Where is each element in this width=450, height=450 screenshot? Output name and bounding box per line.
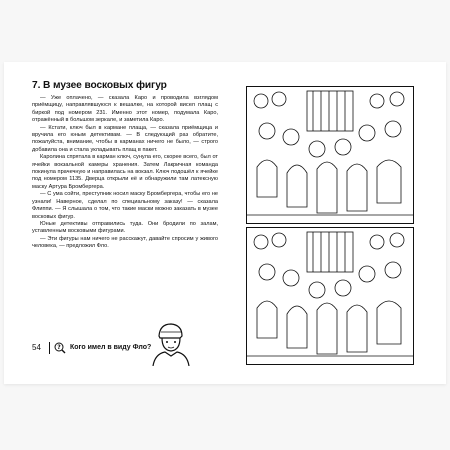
crowd-scene-drawing (247, 228, 413, 364)
footer-divider (49, 342, 50, 354)
footer-question: Кого имел в виду Фло? (70, 344, 152, 351)
wax-museum-illustration-top (246, 86, 414, 224)
crowd-scene-drawing (247, 87, 413, 223)
magnifier-question-icon (54, 342, 66, 354)
paragraph: Каролина спрятала в карман ключ, сунула его, скорее всего, был от ячейки вокзальной камеры хранения. Затем Лакричная команда покинула прачечную и направилась на вокзал. Ключ подошёл к ячейке под номером 1135. Дверца открыли её и обнаружили там латексную маску Артура Бромбергера. (32, 154, 218, 190)
page-number: 54 (32, 343, 41, 352)
chapter-body (32, 95, 218, 251)
paragraph: — Уже оплачено, — сказала Каро и проводила взглядом приёмщицу, направлявшуюся к вешалке, на которой висел плащ с биркой под номером 231. Именно этот номер, подумала Каро, отражённый в большом зеркале, и заметила Каро. (32, 95, 218, 124)
paragraph: — С ума сойти, преступник носил маску Бромбергера, чтобы его не узнали! Наверное, сделал по специальному заказу! — сказала Флиппи. — Я слышала о том, что такие маски можно заказать в музее восковых фигур. (32, 191, 218, 220)
paragraph: — Кстати, ключ был в кармане плаща, — сказала приёмщица и вручила его юным детективам. — В следующий раз обратите, пожалуйста, внимание, чтобы в карманах ничего не было, — строго добавила она и стала укладывать плащ в пакет. (32, 124, 218, 153)
page-footer (32, 342, 218, 354)
paragraph: Юные детективы отправились туда. Они бродили по залам, уставленным восковыми фигурами. (32, 220, 218, 235)
svg-text:?: ? (57, 344, 61, 351)
wax-museum-illustration-bottom (246, 227, 414, 365)
text-column (32, 80, 218, 251)
paragraph: — Эти фигуры нам ничего не расскажут, давайте спросим у живого человека, — предложил Фло. (32, 235, 218, 250)
chapter-title: 7. В музее восковых фигур (32, 80, 167, 91)
